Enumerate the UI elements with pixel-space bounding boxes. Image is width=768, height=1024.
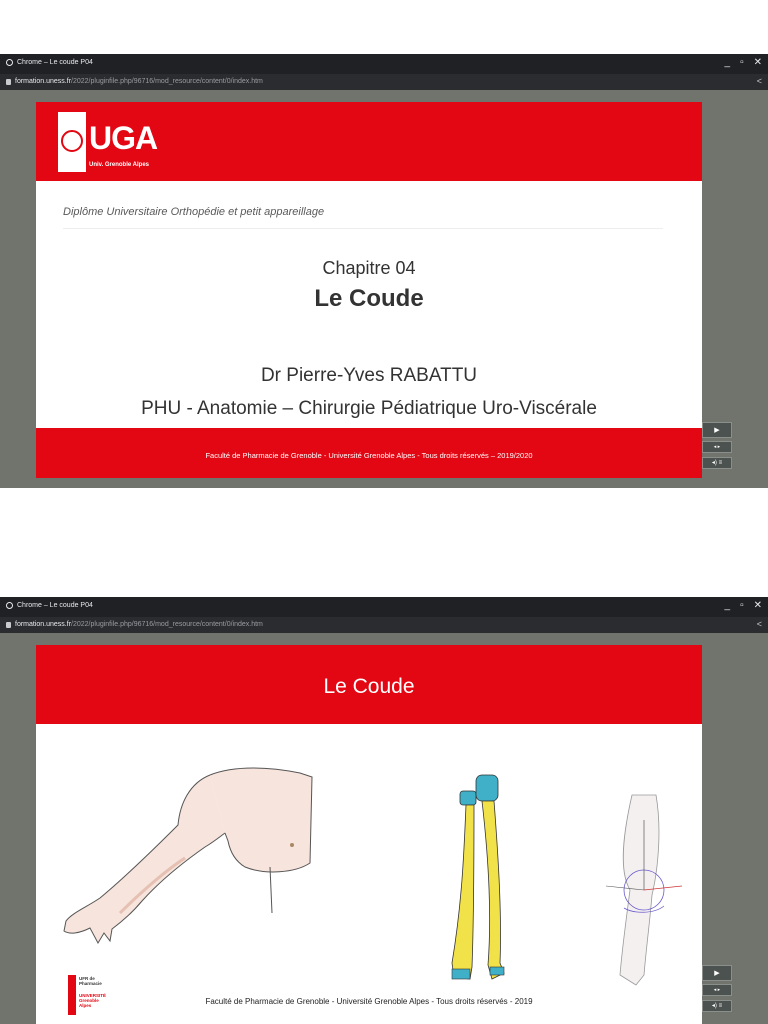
window-title-area	[6, 602, 93, 609]
url-path: /2022/pluginfile.php/96716/mod_resource/content/0/index.htm	[71, 621, 263, 628]
minimize-button[interactable]: _	[724, 57, 731, 68]
chapter-label: Chapitre 04	[322, 258, 416, 278]
url-host: formation.uness.fr	[15, 78, 72, 85]
window-controls	[725, 57, 763, 68]
footer-text: Faculté de Pharmacie de Grenoble - Université Grenoble Alpes - Tous droits réservés - 2019	[205, 997, 533, 1006]
slide-title-text: Le Coude	[323, 675, 415, 698]
minimize-button[interactable]: _	[724, 600, 731, 611]
window-controls	[725, 600, 763, 611]
close-button[interactable]: ✕	[753, 57, 762, 68]
ufr-pharmacie-logo	[68, 975, 114, 1015]
uga-logo-square	[58, 112, 86, 172]
forearm-bones-illustration	[448, 773, 508, 985]
chrome-icon	[6, 59, 13, 66]
close-button[interactable]: ✕	[753, 600, 762, 611]
play-button[interactable]: ▶	[702, 422, 732, 438]
browser-window-2	[0, 597, 768, 1024]
ufr-logo-line: Pharmacie	[79, 981, 102, 986]
elbow-angle-illustration	[596, 790, 692, 990]
browser-window-1	[0, 54, 768, 488]
ufr-logo-line: UFR de	[79, 976, 95, 981]
window-title-area	[6, 59, 93, 66]
share-icon[interactable]: <	[756, 619, 762, 629]
restore-button[interactable]: ▫	[740, 57, 744, 68]
share-icon[interactable]: <	[756, 76, 762, 86]
slide-illustrations	[36, 645, 702, 1024]
url-display[interactable]	[6, 621, 263, 628]
author-department: PHU - Anatomie – Chirurgie Pédiatrique Uro-Viscérale	[141, 398, 597, 419]
arm-sketch-illustration	[60, 763, 320, 953]
slide-footer-band	[36, 428, 702, 478]
play-button[interactable]: ▶	[702, 965, 732, 981]
uga-logo	[58, 112, 178, 172]
skip-buttons[interactable]: ◂ ▸	[702, 984, 732, 996]
footer-text: Faculté de Pharmacie de Grenoble - Université Grenoble Alpes - Tous droits réservés – 2019/2020	[205, 451, 533, 460]
title-bar	[0, 597, 768, 617]
diploma-title: Diplôme Universitaire Orthopédie et petit appareillage	[63, 206, 325, 218]
url-host: formation.uness.fr	[15, 621, 72, 628]
volume-button[interactable]: ◂) ≡	[702, 457, 732, 469]
volume-button[interactable]: ◂) ≡	[702, 1000, 732, 1012]
slide-header-band	[36, 102, 702, 181]
rosette-icon	[61, 130, 83, 152]
window-title: Chrome – Le coude P04	[17, 59, 93, 66]
uga-logo-subtext: Univ. Grenoble Alpes	[89, 162, 150, 168]
chrome-icon	[6, 602, 13, 609]
divider	[63, 228, 663, 229]
uga-logo-text: UGA	[89, 120, 158, 156]
ufr-logo-bar	[68, 975, 76, 1015]
restore-button[interactable]: ▫	[740, 600, 744, 611]
slide-title-text: Le Coude	[314, 285, 424, 312]
ufr-logo-line: Grenoble	[79, 998, 99, 1003]
player-controls	[702, 965, 732, 1021]
window-title: Chrome – Le coude P04	[17, 602, 93, 609]
ufr-logo-line: Alpes	[79, 1003, 92, 1008]
title-bar	[0, 54, 768, 74]
slide-header-band	[36, 645, 702, 724]
player-controls	[702, 422, 732, 478]
lock-icon	[6, 622, 11, 628]
slide-title	[36, 102, 702, 478]
url-path: /2022/pluginfile.php/96716/mod_resource/content/0/index.htm	[71, 78, 263, 85]
address-bar[interactable]	[0, 74, 768, 90]
ufr-logo-line: UNIVERSITÉ	[79, 993, 107, 998]
address-bar[interactable]	[0, 617, 768, 633]
author-name: Dr Pierre-Yves RABATTU	[260, 365, 478, 386]
lock-icon	[6, 79, 11, 85]
url-display[interactable]	[6, 78, 263, 85]
skip-buttons[interactable]: ◂ ▸	[702, 441, 732, 453]
